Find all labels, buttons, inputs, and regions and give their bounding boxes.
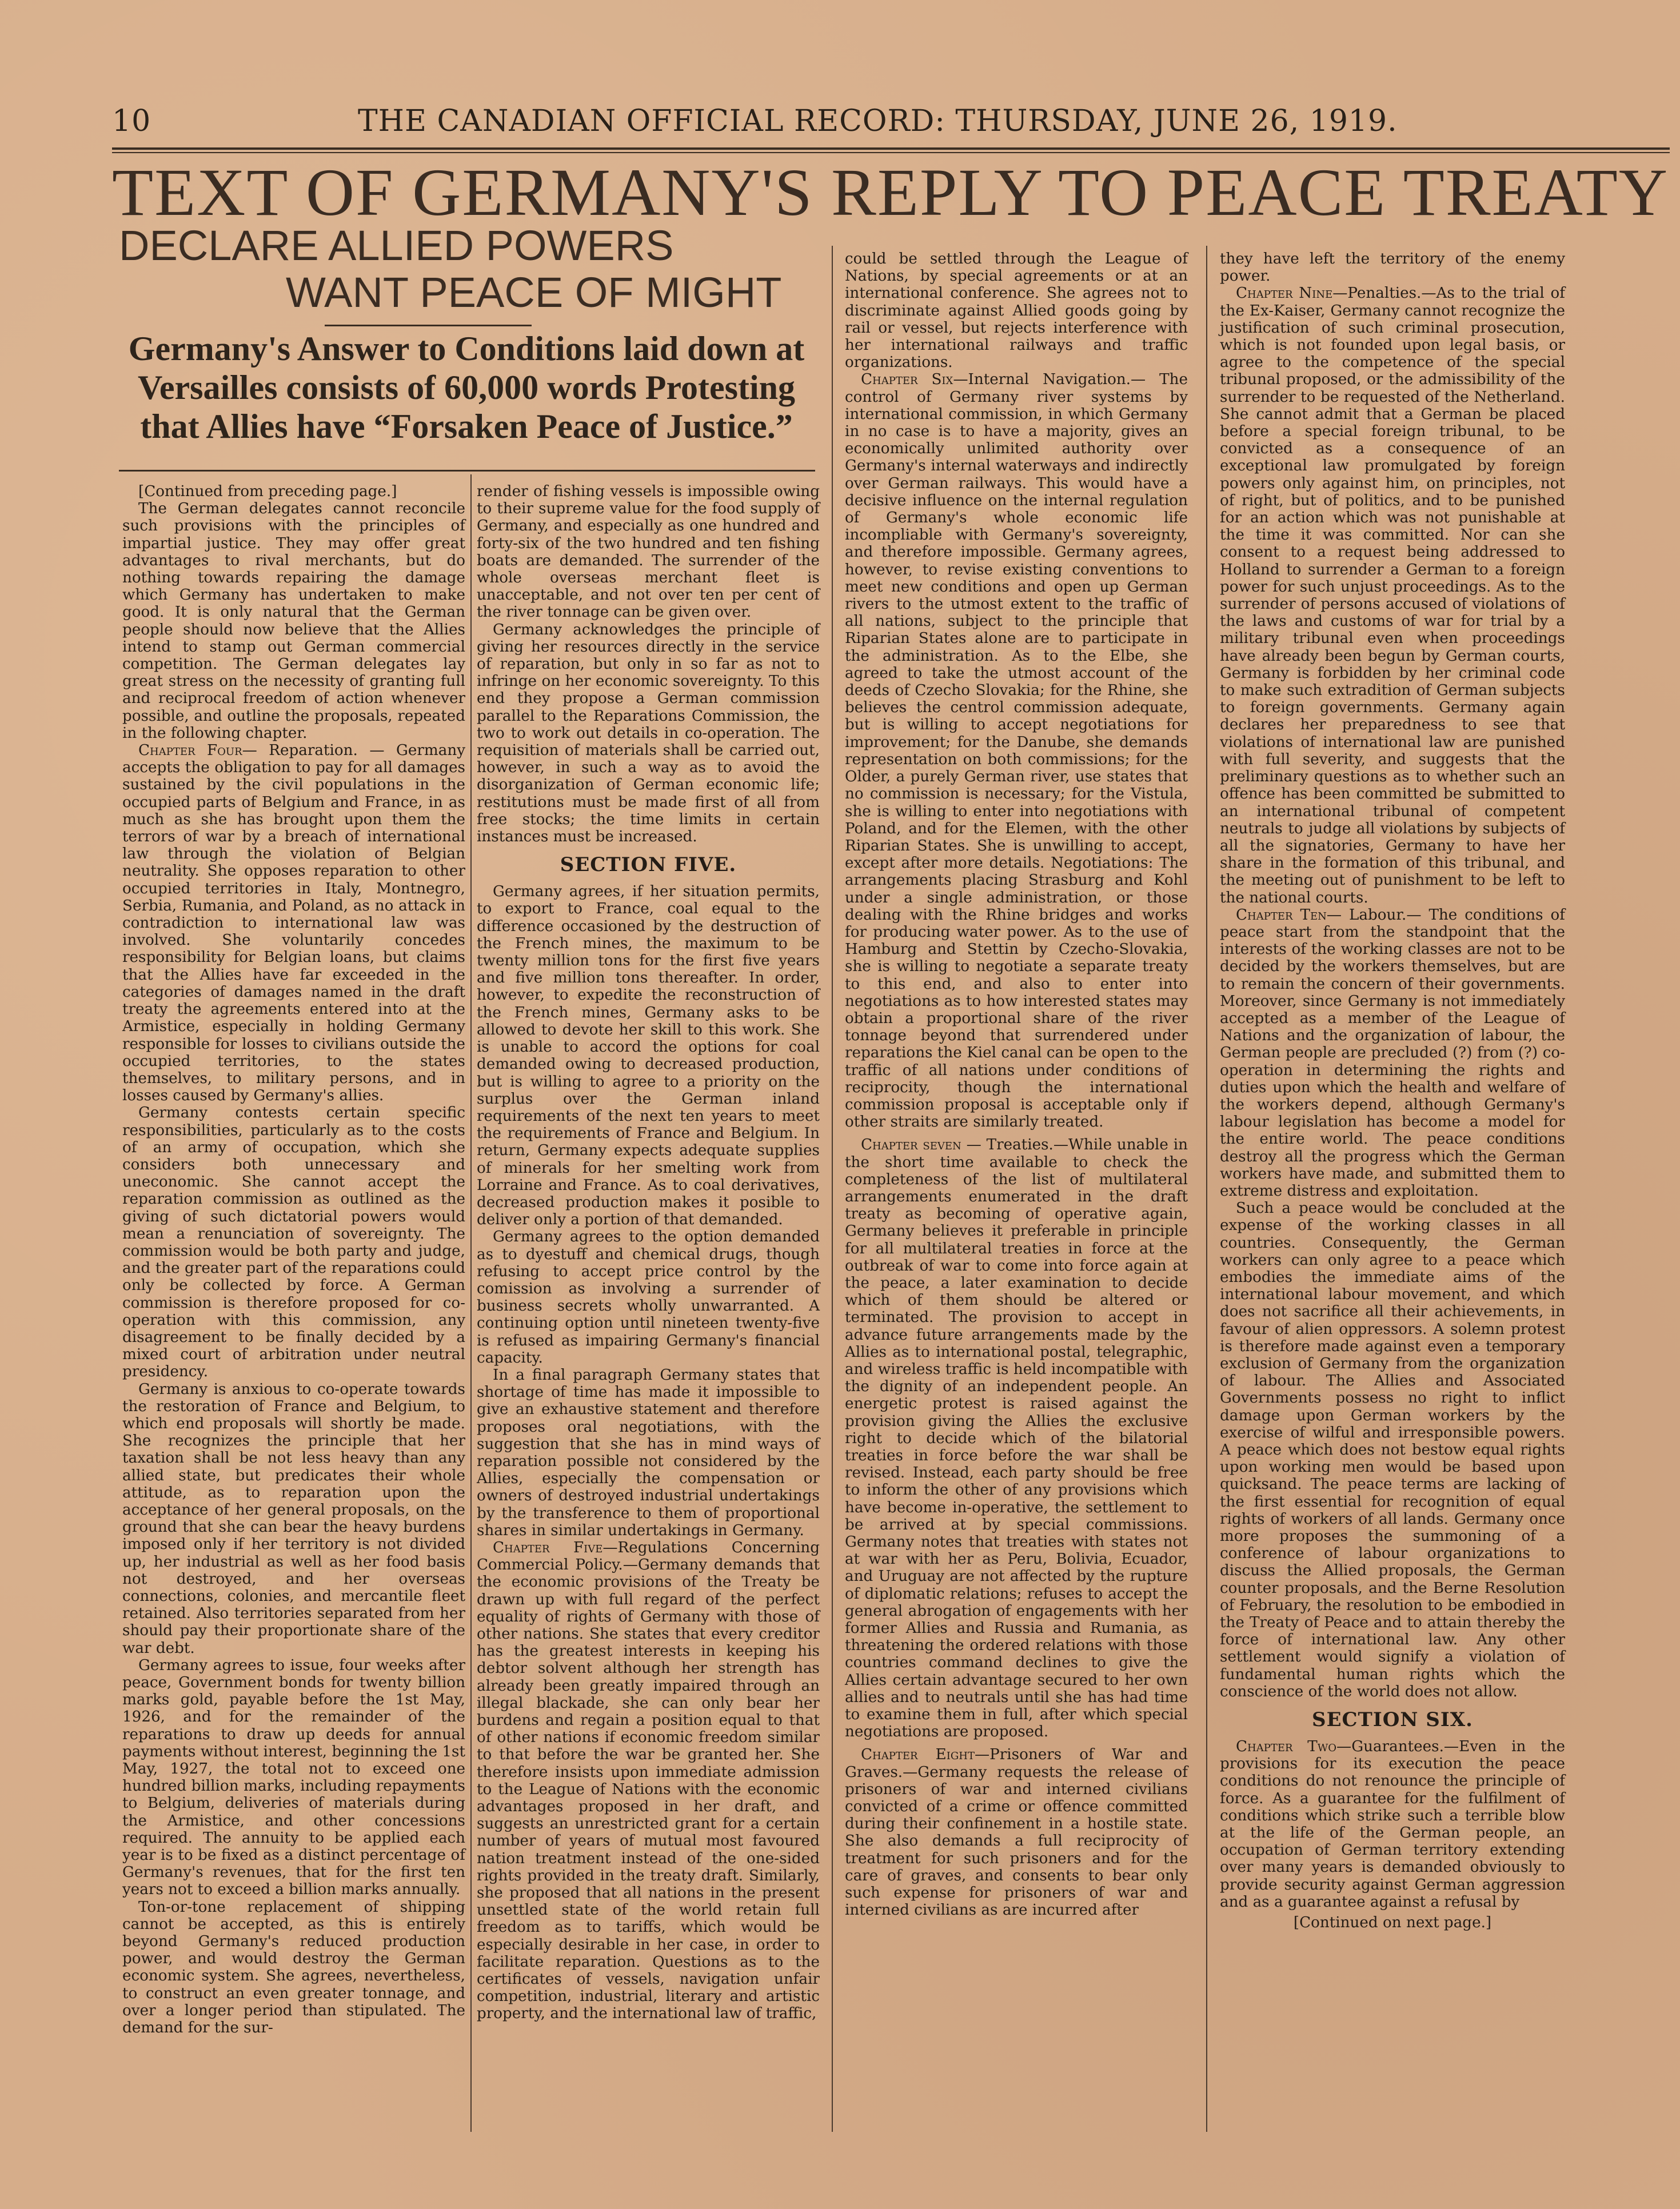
chapter-heading: Chapter Ten <box>1236 906 1327 924</box>
article-column-1 <box>122 483 465 2036</box>
paragraph <box>845 371 1188 1131</box>
paragraph: Germany contests certain specific responsibilities, particularly as to the costs of an army of occupation, which she considers both unnecessary and uneconomic. She cannot accept the reparation commission as outlined as the giving of such dictatorial powers would mean a renunciation of sovereignty. The commission would be both party and judge, and the greater part of the reparations could only be collected by force. A German commission is therefore proposed for co-operation with this commission, any disagreement to be finally decided by a mixed court of arbitration under neutral presidency. <box>122 1104 465 1381</box>
paragraph: Such a peace would be concluded at the expense of the working classes in all countries. Consequently, the German workers can only agree to a peace which embodies the immediate aims of the international labour movement, and which does not sacrifice all their achievements, in favour of alien oppressors. A solemn protest is therefore made against even a temporary exclusion of Germany from the organization of labour. The Allies and Associated Governments possess no right to inflict damage upon German workers by the exercise of wilful and irresponsible powers. A peace which does not bestow equal rights upon working men would be based upon quicksand. The peace terms are lacking of the first essential for recognition of equal rights of workers of all lands. Germany once more proposes the summoning of a conference of labour organizations to discuss the Allied proposals, the German counter proposals, and the Berne Resolution of February, the resolution to be embodied in the Treaty of Peace and to attain thereby the force of international law. Any other settlement would signify a violation of fundamental human rights which the conscience of the world does not allow. <box>1220 1200 1565 1700</box>
section-heading: SECTION FIVE. <box>560 853 737 877</box>
paragraph-text: —Regulations Concerning Commercial Policy.—Germany demands that the economic provisions of the Treaty be drawn up with full regard of the perfect equality of rights of Germany with those of other nations. She states that every creditor has the greatest interests in keeping his debtor solvent although her strength has already been greatly impaired through an illegal blackade, she can only bear her burdens and regain a position equal to that of other nations if economic freedom similar to that before the war be granted her. She therefore insists upon immediate admission to the League of Nations with the economic advantages proposed in her draft, and suggests an unrestricted grant for a certain number of years of mutual most favoured nation treatment instead of the one-sided rights provided in the treaty draft. Similarly, she proposed that all nations in the present unsettled state of the world retain full freedom as to tariffs, which would be especially desirable in her case, in order to facilitate reparation. Questions as to the certificates of vessels, navigation unfair competition, industrial, literary and artistic property, and the international law of traffic, <box>477 1539 820 2023</box>
paragraph: Germany agrees, if her situation permits, to export to France, coal equal to the difference occasioned by the destruction of the French mines, the maximum to be twenty million tons for the first five years and five million tons thereafter. In order, however, to expedite the reconstruction of the French mines, Germany asks to be allowed to devote her skill to this work. She is unable to accord the options for coal demanded owing to decreased production, but is willing to agree to a priority on the surplus over the German inland requirements of the next ten years to meet the requirements of France and Belgium. In return, Germany expects adequate supplies of minerals for her smelting work from Lorraine and France. As to coal derivatives, decreased production makes it posible to deliver only a portion of that demanded. <box>477 883 820 1229</box>
paragraph: The German delegates cannot reconcile such provisions with the principles of impartial justice. They may offer great advantages to rival merchants, but do nothing towards repairing the damage which Germany has undertaken to make good. It is only natural that the German people should now believe that the Allies intend to stamp out German commercial competition. The German delegates lay great stress on the necessity of granting full and reciprocal freedom of action whenever possible, and outline the proposals, repeated in the following chapter. <box>122 500 465 742</box>
continued-note: [Continued from preceding page.] <box>138 483 397 500</box>
chapter-heading: Chapter Four <box>138 742 242 760</box>
paragraph-text: —Prisoners of War and Graves.—Germany requests the release of prisoners of war and interned civilians convicted of a crime or offence committed during their confinement in a hostile state. She also demands a full reciprocity of treatment for such prisoners and for the care of graves, and consents to bear only such expense for prisoners of war and interned civilians as are incurred after <box>845 1746 1188 1919</box>
article-column-4 <box>1220 250 1565 1931</box>
chapter-heading: Chapter Five <box>493 1539 603 1556</box>
chapter-heading: Chapter Two <box>1236 1738 1337 1756</box>
paragraph: In a final paragraph Germany states that shortage of time has made it impossible to give an exhaustive statement and therefore proposes oral negotiations, with the suggestion that she has in mind ways of reparation possible not considered by the Allies, especially the compensation or owners of destroyed industrial undertakings by the transference to them of proportional shares in similar undertakings in Germany. <box>477 1366 820 1539</box>
paragraph-text: — Labour.— The conditions of peace start from the standpoint that the interests of the working classes are not to be decided by the workers themselves, but are to remain the concern of their governments. Moreover, since Germany is not immediately accepted as a member of the League of Nations and the organization of labour, the German people are precluded (?) from (?) co-operation in determining the rights and duties upon which the health and welfare of the workers depend, although Germany's labour legislation has become a model for the entire world. The peace conditions destroy all the progress which the German workers have made, and submitted them to extreme distress and exploitation. <box>1220 906 1566 1200</box>
column-divider <box>832 246 833 2132</box>
paragraph: could be settled through the League of Nations, by special agreements or at an international conference. She agrees not to discriminate against Allied goods going by rail or vessel, but rejects interference with her international railways and traffic organizations. <box>845 250 1188 372</box>
chapter-heading: Chapter Eight <box>861 1746 975 1764</box>
subhead-line-1: DECLARE ALLIED POWERS <box>119 222 674 269</box>
paragraph-text: — Reparation. — Germany accepts the obligation to pay for all damages sustained by the civil populations in the occupied parts of Belgium and France, in as much as she has brought upon them the terrors of war by a breach of international law through the violation of Belgian neutrality. She opposes reparation to other occupied territories in Italy, Montnegro, Serbia, Rumania, and Poland, as no attack in contradiction to international law was involved. She voluntarily concedes responsibility for Belgian loans, but claims that the Allies have far exceeded in the categories of damages named in the draft treaty the agreements entered into at the Armistice, especially in holding Germany responsible for losses to civilians outside the occupied territories, to the states themselves, to military persons, and in losses caused by Germany's allies. <box>122 742 465 1105</box>
paragraph: render of fishing vessels is impossible owing to their supreme value for the food supply of Germany, and especially as one hundred and forty-six of the two hundred and ten fishing boats are demanded. The surrender of the whole overseas merchant fleet is unacceptable, and not over ten per cent of the river tonnage can be given over. <box>477 483 820 621</box>
chapter-heading: Chapter Nine <box>1236 285 1333 302</box>
page-number: 10 <box>112 104 151 138</box>
masthead-rule-thin <box>112 152 1670 153</box>
paragraph <box>1220 285 1565 906</box>
paragraph-text: —Internal Navigation.— The control of Germany river systems by international commission, in which Germany in no case is to have a majority, gives an economically unlimited authority over Germany's internal waterways and indirectly over German railways. This would have a decisive influence on the internal regulation of Germany's whole economic life incompliable with Germany's sovereignty, and therefore impossible. Germany agrees, however, to revise existing conventions to meet new conditions and open up German rivers to the utmost extent to the traffic of all nations, subject to the principle that Riparian States alone are to participate in the administration. As to the Elbe, she agreed to take the utmost account of the deeds of Czecho Slovakia; for the Rhine, she believes the centrol commission adequate, but is willing to accept negotiations for improvement; for the Danube, she demands representation on both commissions; for the Older, a purely German river, use states that no commission is necessary; for the Vistula, she is willing to enter into negotiations with Poland, and for the Elemen, with the other Riparian States. She is unwilling to accept, except after more details. Negotiations: The arrangements placing Strasburg and Kohl under a single administration, or those dealing with the Rhine bridges and works for producing water power. As to the use of Hamburg and Stettin by Czecho-Slovakia, she is willing to negotiate a separate treaty to this end, and also to enter into negotiations as to how interested states may obtain a proportional share of the river tonnage beyond that surrendered under reparations the Kiel canal can be open to the traffic of all nations under conditions of reciprocity, though the international commission proposal is acceptable only if other straits are similarly treated. <box>845 371 1188 1131</box>
paragraph-text: —Penalties.—As to the trial of the Ex-Kaiser, Germany cannot recognize the justification of such criminal prosecution, which is not founded upon legal basis, or agree to the competence of the special tribunal proposed, or the admissibility of the surrender to be requested of the Netherland. She cannot admit that a German be placed before a special foreign tribunal, to be convicted as a consequence of an exceptional law promulgated by foreign powers only against him, on principles, not of right, but of politics, and to be punished for an action which was not punishable at the time it was committed. Nor can she consent to a request being addressed to Holland to surrender a German to a foreign power for such unjust proceedings. As to the surrender of persons accused of violations of the laws and customs of war for trial by a military tribunal even when proceedings have already been begun by German courts, Germany is forbidden by her criminal code to make such extradition of German subjects to foreign governments. Germany again declares her preparedness to see that violations of international law are punished with full severity, and suggests that the preliminary questions as to whether such an offence has been committed be submitted to an international tribunal of competent neutrals to judge all violations by subjects of all the signatories, Germany to have her share in the formation of this tribunal, and the meeting out of punishment to be left to the national courts. <box>1220 285 1565 906</box>
paragraph: Germany acknowledges the principle of giving her resources directly in the service of reparation, but only in so far as not to infringe on her economic sovereignty. To this end they propose a German commission parallel to the Reparations Commission, the two to work out details in co-operation. The requisition of materials shall be carried out, however, in such a way as to avoid the disorganization of German economic life; restitutions must be made first of all from free stocks; the time limits in certain instances must be increased. <box>477 621 820 846</box>
masthead-rule <box>112 147 1670 150</box>
section-heading: SECTION SIX. <box>1312 1708 1473 1732</box>
paragraph: Ton-or-tone replacement of shipping cannot be accepted, as this is entirely beyond Germany's reduced production power, and would destroy the German economic system. She agrees, nevertheless, to construct an even greater tonnage, and over a longer period than stipulated. The demand for the sur- <box>122 1898 465 2037</box>
paragraph: they have left the territory of the enemy power. <box>1220 250 1565 285</box>
subhead-rule <box>325 325 532 326</box>
chapter-heading: Chapter Six <box>861 371 953 389</box>
paragraph: Germany agrees to issue, four weeks after peace, Government bonds for twenty billion marks gold, payable before the 1st May, 1926, and for the remainder of the reparations to draw up deeds for annual payments without interest, beginning the 1st May, 1927, the total not to exceed one hundred billion marks, including repayments to Belgium, deliveries of materials during the Armistice, and other concessions required. The annuity to be applied each year is to be fixed as a distinct percentage of Germany's revenues, that for the first ten years not to exceed a billion marks annually. <box>122 1656 465 1899</box>
masthead <box>112 104 1398 144</box>
paragraph <box>1220 1738 1565 1911</box>
paragraph-text: —Guarantees.—Even in the provisions for its execution the peace conditions do not renounce the principle of force. As a guarantee for the fulfilment of conditions which strike such a terrible blow at the life of the German people, an occupation of German territory extending over many years is demanded obviously to provide security against German aggression and as a guarantee against a refusal by <box>1220 1738 1565 1911</box>
article-column-3 <box>845 250 1188 1919</box>
paragraph <box>845 1136 1188 1740</box>
paragraph <box>1220 906 1565 1200</box>
headline: TEXT OF GERMANY'S REPLY TO PEACE TREATY <box>112 155 1669 230</box>
deck-rule <box>119 470 815 472</box>
paragraph-text: — Treaties.—While unable in the short time available to check the completeness of the list of multilateral arrangements enumerated in the draft treaty as becoming of operative again, Germany believes it preferable in principle for all multilateral treaties in force at the outbreak of war to come into force again at the peace, a later examination to decide which of them should be altered or terminated. The provision to accept in advance future arrangements made by the Allies as to international postal, telegraphic, and wireless traffic is held incompatible with the dignity of an independent people. An energetic protest is raised against the provision giving the Allies the exclusive right to decide which of the bilatorial treaties in force before the war shall be revised. Instead, each party should be free to inform the other of any provisions which have become in-operative, the settlement to be arrived at by special commissions. Germany notes that treaties with states not at war with her as Peru, Bolivia, Ecuador, and Uruguay are not affected by the rupture of diplomatic relations; refuses to accept the general abrogation of engagements with her former Allies and Russia and Rumania, as threatening the ordered relations with those countries command declines to give the Allies certain advantage secured to her own allies and to neutrals until she has had time to examine them in full, after which special negotiations are proposed. <box>845 1136 1188 1741</box>
subhead-line-2: WANT PEACE OF MIGHT <box>286 269 782 316</box>
article-column-2 <box>477 483 820 2023</box>
column-divider <box>1206 246 1207 2132</box>
continued-note: [Continued on next page.] <box>1293 1914 1492 1932</box>
paragraph <box>477 1539 820 2023</box>
paragraph: Germany agrees to the option demanded as to dyestuff and chemical drugs, though refusing to accept price control by the comission as involving a surrender of business secrets wholly unwarranted. A continuing option until nineteen twenty-five is refused as impairing Germany's financial capacity. <box>477 1228 820 1367</box>
masthead-title: THE CANADIAN OFFICIAL RECORD: THURSDAY, JUNE 26, 1919. <box>358 104 1398 138</box>
paragraph <box>122 742 465 1104</box>
chapter-heading: Chapter seven <box>861 1136 961 1154</box>
paragraph: Germany is anxious to co-operate towards the restoration of France and Belgium, to which end proposals will shortly be made. She recognizes the principle that her taxation shall be not less heavy than any allied state, but predicates their whole attitude, as to reparation upon the acceptance of her general proposals, on the ground that she can bear the heavy burdens imposed only if her territory is not divided up, her industrial as well as her food basis not destroyed, and her overseas connections, colonies, and mercantile fleet retained. Also territories separated from her should pay their proportionate share of the war debt. <box>122 1380 465 1657</box>
paragraph <box>845 1746 1188 1919</box>
deck: Germany's Answer to Conditions laid down at Versailles consists of 60,000 words Protesting that Allies have “Forsaken Peace of Justice.” <box>128 330 805 445</box>
column-divider <box>470 474 472 2132</box>
